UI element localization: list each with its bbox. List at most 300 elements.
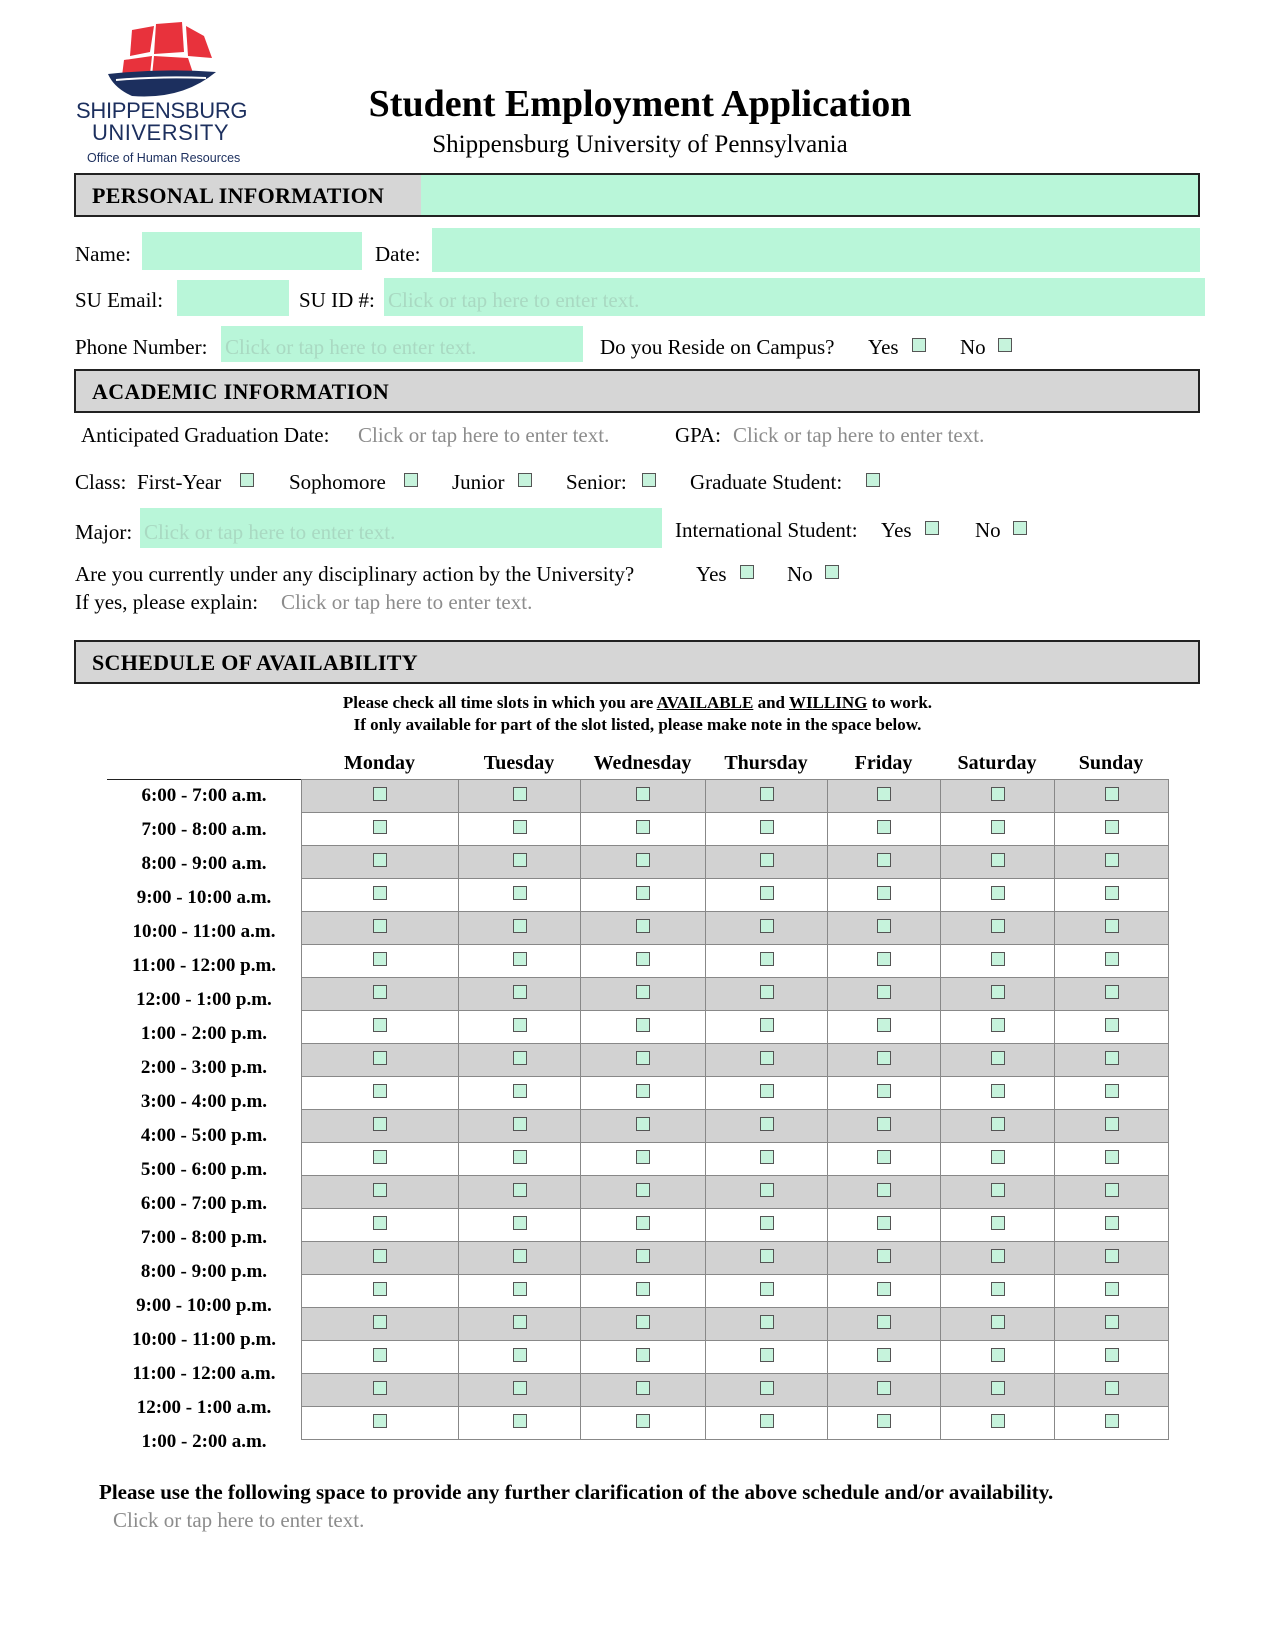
- availability-checkbox-sunday[interactable]: [1105, 1381, 1119, 1395]
- schedule-cell: [459, 1077, 581, 1110]
- availability-checkbox-friday[interactable]: [877, 1150, 891, 1164]
- availability-checkbox-tuesday[interactable]: [513, 1216, 527, 1230]
- academic-info-heading: ACADEMIC INFORMATION: [92, 379, 390, 404]
- schedule-cell: [828, 1275, 941, 1308]
- major-label: Major:: [75, 520, 133, 544]
- availability-checkbox-monday[interactable]: [373, 1051, 387, 1065]
- schedule-cell: [459, 1374, 581, 1407]
- explain-input[interactable]: Click or tap here to enter text.: [281, 590, 533, 614]
- availability-checkbox-friday[interactable]: [877, 1051, 891, 1065]
- availability-checkbox-monday[interactable]: [373, 919, 387, 933]
- schedule-cell: [581, 780, 706, 813]
- availability-checkbox-wednesday[interactable]: [636, 952, 650, 966]
- schedule-row: [302, 879, 1169, 912]
- schedule-cell: [302, 1209, 459, 1242]
- schedule-cell: [459, 1341, 581, 1374]
- availability-checkbox-thursday[interactable]: [760, 1282, 774, 1296]
- availability-checkbox-wednesday[interactable]: [636, 787, 650, 801]
- availability-checkbox-tuesday[interactable]: [513, 1117, 527, 1131]
- schedule-row: [302, 1407, 1169, 1440]
- schedule-cell: [459, 1209, 581, 1242]
- availability-checkbox-monday[interactable]: [373, 853, 387, 867]
- discipline-yes-label: Yes: [696, 562, 727, 586]
- schedule-cell: [1055, 1275, 1169, 1308]
- availability-checkbox-tuesday[interactable]: [513, 787, 527, 801]
- availability-checkbox-tuesday[interactable]: [513, 1150, 527, 1164]
- su-email-input[interactable]: [177, 280, 289, 316]
- personal-info-header: [74, 173, 1200, 217]
- availability-checkbox-sunday[interactable]: [1105, 1150, 1119, 1164]
- schedule-cell: [1055, 978, 1169, 1011]
- ship-emblem-icon: [102, 22, 222, 100]
- schedule-cell: [459, 879, 581, 912]
- personal-info-heading: PERSONAL INFORMATION: [92, 183, 385, 208]
- availability-checkbox-saturday[interactable]: [991, 1216, 1005, 1230]
- time-slot-label: 8:00 - 9:00 p.m.: [140, 1261, 268, 1282]
- availability-checkbox-friday[interactable]: [877, 1117, 891, 1131]
- schedule-cell: [706, 846, 828, 879]
- schedule-cell: [581, 1341, 706, 1374]
- availability-checkbox-wednesday[interactable]: [636, 919, 650, 933]
- schedule-cell: [828, 1077, 941, 1110]
- schedule-cell: [581, 1374, 706, 1407]
- availability-checkbox-wednesday[interactable]: [636, 1282, 650, 1296]
- grad-date-input[interactable]: Click or tap here to enter text.: [358, 423, 610, 447]
- reside-label: Do you Reside on Campus?: [600, 335, 835, 359]
- availability-checkbox-tuesday[interactable]: [513, 952, 527, 966]
- day-header-sunday: Sunday: [1078, 752, 1144, 774]
- availability-checkbox-monday[interactable]: [373, 1348, 387, 1362]
- availability-checkbox-friday[interactable]: [877, 1381, 891, 1395]
- schedule-cell: [828, 1341, 941, 1374]
- schedule-cell: [941, 1275, 1055, 1308]
- discipline-yes-checkbox[interactable]: [740, 565, 754, 579]
- availability-checkbox-thursday[interactable]: [760, 886, 774, 900]
- name-input[interactable]: [142, 232, 362, 270]
- schedule-cell: [459, 813, 581, 846]
- schedule-cell: [581, 1110, 706, 1143]
- availability-checkbox-saturday[interactable]: [991, 820, 1005, 834]
- availability-checkbox-thursday[interactable]: [760, 1315, 774, 1329]
- time-slot-label: 10:00 - 11:00 a.m.: [132, 921, 276, 942]
- schedule-cell: [706, 1407, 828, 1440]
- availability-checkbox-thursday[interactable]: [760, 1381, 774, 1395]
- day-header-tuesday: Tuesday: [483, 752, 555, 774]
- availability-checkbox-wednesday[interactable]: [636, 1315, 650, 1329]
- availability-checkbox-monday[interactable]: [373, 1084, 387, 1098]
- schedule-cell: [706, 945, 828, 978]
- availability-checkbox-friday[interactable]: [877, 1282, 891, 1296]
- schedule-row: [302, 813, 1169, 846]
- availability-checkbox-friday[interactable]: [877, 1348, 891, 1362]
- availability-checkbox-friday[interactable]: [877, 886, 891, 900]
- availability-checkbox-tuesday[interactable]: [513, 886, 527, 900]
- availability-checkbox-sunday[interactable]: [1105, 820, 1119, 834]
- availability-checkbox-saturday[interactable]: [991, 886, 1005, 900]
- availability-checkbox-friday[interactable]: [877, 952, 891, 966]
- availability-checkbox-wednesday[interactable]: [636, 853, 650, 867]
- schedule-cell: [302, 846, 459, 879]
- availability-checkbox-tuesday[interactable]: [513, 1315, 527, 1329]
- availability-checkbox-wednesday[interactable]: [636, 886, 650, 900]
- schedule-cell: [941, 1044, 1055, 1077]
- schedule-cell: [1055, 1011, 1169, 1044]
- reside-yes-label: Yes: [868, 335, 899, 359]
- availability-checkbox-thursday[interactable]: [760, 1348, 774, 1362]
- schedule-cell: [1055, 813, 1169, 846]
- availability-checkbox-tuesday[interactable]: [513, 1381, 527, 1395]
- availability-checkbox-monday[interactable]: [373, 820, 387, 834]
- availability-checkbox-monday[interactable]: [373, 952, 387, 966]
- schedule-cell: [459, 1176, 581, 1209]
- schedule-row: [302, 1308, 1169, 1341]
- availability-checkbox-wednesday[interactable]: [636, 1216, 650, 1230]
- availability-checkbox-thursday[interactable]: [760, 1249, 774, 1263]
- availability-checkbox-tuesday[interactable]: [513, 1249, 527, 1263]
- date-input[interactable]: [432, 228, 1200, 272]
- availability-checkbox-sunday[interactable]: [1105, 919, 1119, 933]
- time-slot-label: 1:00 - 2:00 p.m.: [140, 1023, 268, 1044]
- schedule-cell: [1055, 1209, 1169, 1242]
- schedule-cell: [581, 813, 706, 846]
- availability-checkbox-thursday[interactable]: [760, 985, 774, 999]
- availability-checkbox-monday[interactable]: [373, 1117, 387, 1131]
- reside-no-label: No: [960, 335, 986, 359]
- time-slot-label: 12:00 - 1:00 a.m.: [136, 1397, 272, 1418]
- schedule-row: [302, 945, 1169, 978]
- availability-checkbox-wednesday[interactable]: [636, 1150, 650, 1164]
- su-id-input[interactable]: [384, 278, 1205, 316]
- availability-checkbox-thursday[interactable]: [760, 1414, 774, 1428]
- availability-checkbox-thursday[interactable]: [760, 1150, 774, 1164]
- reside-no-checkbox[interactable]: [998, 338, 1012, 352]
- schedule-row: [302, 1077, 1169, 1110]
- availability-checkbox-sunday[interactable]: [1105, 1084, 1119, 1098]
- schedule-cell: [302, 1077, 459, 1110]
- schedule-cell: [828, 1407, 941, 1440]
- availability-checkbox-monday[interactable]: [373, 1183, 387, 1197]
- schedule-cell: [302, 1341, 459, 1374]
- major-placeholder: Click or tap here to enter text.: [144, 520, 396, 544]
- availability-checkbox-wednesday[interactable]: [636, 1348, 650, 1362]
- phone-label: Phone Number:: [75, 335, 208, 359]
- availability-checkbox-saturday[interactable]: [991, 1117, 1005, 1131]
- availability-checkbox-sunday[interactable]: [1105, 787, 1119, 801]
- availability-checkbox-friday[interactable]: [877, 853, 891, 867]
- willing-word: WILLING: [788, 693, 868, 712]
- discipline-label: Are you currently under any disciplinary action by the University?: [75, 562, 635, 586]
- availability-checkbox-saturday[interactable]: [991, 1249, 1005, 1263]
- major-input[interactable]: [140, 508, 662, 548]
- schedule-cell: [941, 1308, 1055, 1341]
- availability-checkbox-sunday[interactable]: [1105, 1183, 1119, 1197]
- schedule-cell: [1055, 1341, 1169, 1374]
- availability-checkbox-saturday[interactable]: [991, 1414, 1005, 1428]
- availability-checkbox-sunday[interactable]: [1105, 1216, 1119, 1230]
- schedule-cell: [302, 945, 459, 978]
- availability-checkbox-saturday[interactable]: [991, 787, 1005, 801]
- availability-checkbox-friday[interactable]: [877, 1084, 891, 1098]
- schedule-cell: [941, 1242, 1055, 1275]
- logo-name-line1: SHIPPENSBURG: [76, 98, 248, 123]
- availability-checkbox-thursday[interactable]: [760, 1183, 774, 1197]
- availability-checkbox-saturday[interactable]: [991, 1381, 1005, 1395]
- clarification-input[interactable]: Click or tap here to enter text.: [113, 1508, 365, 1532]
- availability-checkbox-tuesday[interactable]: [513, 1084, 527, 1098]
- availability-checkbox-wednesday[interactable]: [636, 1249, 650, 1263]
- availability-checkbox-saturday[interactable]: [991, 1051, 1005, 1065]
- availability-checkbox-wednesday[interactable]: [636, 1183, 650, 1197]
- schedule-cell: [941, 1110, 1055, 1143]
- schedule-cell: [1055, 1044, 1169, 1077]
- availability-checkbox-friday[interactable]: [877, 1315, 891, 1329]
- availability-checkbox-sunday[interactable]: [1105, 886, 1119, 900]
- availability-checkbox-thursday[interactable]: [760, 952, 774, 966]
- schedule-cell: [828, 1209, 941, 1242]
- schedule-cell: [941, 912, 1055, 945]
- availability-checkbox-friday[interactable]: [877, 1183, 891, 1197]
- schedule-cell: [1055, 1374, 1169, 1407]
- schedule-row: [302, 846, 1169, 879]
- availability-checkbox-saturday[interactable]: [991, 919, 1005, 933]
- availability-checkbox-tuesday[interactable]: [513, 853, 527, 867]
- class-sophomore-label: Sophomore: [289, 470, 386, 494]
- availability-checkbox-thursday[interactable]: [760, 820, 774, 834]
- phone-placeholder: Click or tap here to enter text.: [225, 335, 477, 359]
- reside-yes-checkbox[interactable]: [912, 338, 926, 352]
- time-slot-label: 9:00 - 10:00 a.m.: [136, 887, 272, 908]
- schedule-cell: [459, 1242, 581, 1275]
- availability-checkbox-friday[interactable]: [877, 1216, 891, 1230]
- availability-checkbox-monday[interactable]: [373, 1018, 387, 1032]
- schedule-row: [302, 1143, 1169, 1176]
- availability-checkbox-monday[interactable]: [373, 1381, 387, 1395]
- availability-checkbox-tuesday[interactable]: [513, 1414, 527, 1428]
- schedule-cell: [828, 1374, 941, 1407]
- availability-checkbox-friday[interactable]: [877, 1414, 891, 1428]
- availability-checkbox-sunday[interactable]: [1105, 1282, 1119, 1296]
- schedule-cell: [1055, 1143, 1169, 1176]
- availability-checkbox-saturday[interactable]: [991, 1084, 1005, 1098]
- schedule-cell: [1055, 1308, 1169, 1341]
- availability-checkbox-monday[interactable]: [373, 1414, 387, 1428]
- availability-checkbox-thursday[interactable]: [760, 787, 774, 801]
- explain-label: If yes, please explain:: [75, 590, 259, 614]
- availability-checkbox-thursday[interactable]: [760, 1018, 774, 1032]
- availability-checkbox-saturday[interactable]: [991, 1018, 1005, 1032]
- availability-checkbox-tuesday[interactable]: [513, 1183, 527, 1197]
- class-sophomore-checkbox[interactable]: [404, 473, 418, 487]
- availability-checkbox-thursday[interactable]: [760, 1084, 774, 1098]
- availability-checkbox-tuesday[interactable]: [513, 1282, 527, 1296]
- schedule-cell: [828, 1176, 941, 1209]
- availability-checkbox-thursday[interactable]: [760, 1216, 774, 1230]
- time-slot-label: 6:00 - 7:00 p.m.: [140, 1193, 268, 1214]
- day-header-wednesday: Wednesday: [593, 752, 692, 774]
- discipline-no-label: No: [787, 562, 813, 586]
- availability-checkbox-thursday[interactable]: [760, 1117, 774, 1131]
- availability-checkbox-friday[interactable]: [877, 985, 891, 999]
- academic-info-header: [74, 369, 1200, 413]
- schedule-cell: [459, 945, 581, 978]
- discipline-no-checkbox[interactable]: [825, 565, 839, 579]
- availability-checkbox-monday[interactable]: [373, 1216, 387, 1230]
- class-junior-checkbox[interactable]: [518, 473, 532, 487]
- availability-checkbox-friday[interactable]: [877, 919, 891, 933]
- schedule-instructions-line2: If only available for part of the slot listed, please make note in the space below.: [353, 715, 922, 734]
- schedule-cell: [1055, 780, 1169, 813]
- availability-checkbox-friday[interactable]: [877, 787, 891, 801]
- availability-checkbox-wednesday[interactable]: [636, 1051, 650, 1065]
- availability-checkbox-sunday[interactable]: [1105, 1348, 1119, 1362]
- date-label: Date:: [375, 242, 421, 266]
- personal-info-header-field[interactable]: [421, 175, 1198, 215]
- schedule-cell: [459, 1143, 581, 1176]
- schedule-cell: [1055, 1110, 1169, 1143]
- page-title: Student Employment Application: [368, 83, 912, 125]
- gpa-input[interactable]: Click or tap here to enter text.: [733, 423, 985, 447]
- schedule-instructions-line1: Please check all time slots in which you are AVAILABLE and WILLING to work.: [342, 693, 933, 712]
- intl-no-checkbox[interactable]: [1013, 521, 1027, 535]
- availability-checkbox-monday[interactable]: [373, 1150, 387, 1164]
- availability-checkbox-saturday[interactable]: [991, 1348, 1005, 1362]
- availability-checkbox-saturday[interactable]: [991, 853, 1005, 867]
- availability-checkbox-monday[interactable]: [373, 886, 387, 900]
- availability-checkbox-saturday[interactable]: [991, 1282, 1005, 1296]
- schedule-cell: [459, 846, 581, 879]
- availability-checkbox-tuesday[interactable]: [513, 985, 527, 999]
- schedule-cell: [459, 1044, 581, 1077]
- availability-checkbox-thursday[interactable]: [760, 1051, 774, 1065]
- availability-checkbox-sunday[interactable]: [1105, 853, 1119, 867]
- schedule-cell: [581, 1011, 706, 1044]
- day-header-thursday: Thursday: [724, 752, 808, 774]
- class-senior-checkbox[interactable]: [642, 473, 656, 487]
- availability-checkbox-wednesday[interactable]: [636, 820, 650, 834]
- schedule-cell: [941, 1209, 1055, 1242]
- schedule-cell: [828, 978, 941, 1011]
- availability-checkbox-sunday[interactable]: [1105, 1117, 1119, 1131]
- schedule-cell: [828, 780, 941, 813]
- schedule-cell: [459, 1110, 581, 1143]
- availability-checkbox-saturday[interactable]: [991, 985, 1005, 999]
- schedule-cell: [1055, 1077, 1169, 1110]
- schedule-row: [302, 912, 1169, 945]
- schedule-cell: [1055, 945, 1169, 978]
- schedule-cell: [828, 846, 941, 879]
- availability-checkbox-tuesday[interactable]: [513, 1051, 527, 1065]
- schedule-cell: [581, 1044, 706, 1077]
- availability-checkbox-sunday[interactable]: [1105, 952, 1119, 966]
- day-header-friday: Friday: [854, 752, 913, 774]
- class-graduate-checkbox[interactable]: [866, 473, 880, 487]
- schedule-cell: [581, 1176, 706, 1209]
- availability-checkbox-monday[interactable]: [373, 1249, 387, 1263]
- availability-checkbox-sunday[interactable]: [1105, 1051, 1119, 1065]
- availability-checkbox-monday[interactable]: [373, 1282, 387, 1296]
- availability-checkbox-saturday[interactable]: [991, 1150, 1005, 1164]
- availability-checkbox-friday[interactable]: [877, 1249, 891, 1263]
- class-first-year-label: First-Year: [137, 470, 222, 494]
- availability-checkbox-wednesday[interactable]: [636, 985, 650, 999]
- schedule-cell: [706, 1209, 828, 1242]
- schedule-heading: SCHEDULE OF AVAILABILITY: [92, 650, 418, 675]
- schedule-cell: [828, 945, 941, 978]
- schedule-cell: [941, 1407, 1055, 1440]
- availability-checkbox-saturday[interactable]: [991, 1183, 1005, 1197]
- availability-checkbox-wednesday[interactable]: [636, 1018, 650, 1032]
- time-slot-label: 6:00 - 7:00 a.m.: [141, 785, 267, 806]
- time-slot-label: 11:00 - 12:00 p.m.: [131, 955, 277, 976]
- schedule-row: [302, 1341, 1169, 1374]
- schedule-cell: [581, 978, 706, 1011]
- availability-checkbox-tuesday[interactable]: [513, 919, 527, 933]
- availability-checkbox-monday[interactable]: [373, 985, 387, 999]
- available-word: AVAILABLE: [656, 693, 754, 712]
- schedule-cell: [302, 978, 459, 1011]
- availability-checkbox-monday[interactable]: [373, 1315, 387, 1329]
- availability-checkbox-thursday[interactable]: [760, 853, 774, 867]
- availability-checkbox-saturday[interactable]: [991, 1315, 1005, 1329]
- schedule-cell: [941, 978, 1055, 1011]
- availability-checkbox-monday[interactable]: [373, 787, 387, 801]
- availability-checkbox-wednesday[interactable]: [636, 1381, 650, 1395]
- time-slot-label: 12:00 - 1:00 p.m.: [136, 989, 272, 1010]
- schedule-cell: [581, 912, 706, 945]
- class-first-year-checkbox[interactable]: [240, 473, 254, 487]
- availability-checkbox-wednesday[interactable]: [636, 1414, 650, 1428]
- schedule-cell: [941, 1341, 1055, 1374]
- availability-checkbox-sunday[interactable]: [1105, 1315, 1119, 1329]
- availability-checkbox-sunday[interactable]: [1105, 1249, 1119, 1263]
- availability-checkbox-sunday[interactable]: [1105, 1414, 1119, 1428]
- class-graduate-label: Graduate Student:: [690, 470, 843, 494]
- availability-checkbox-wednesday[interactable]: [636, 1084, 650, 1098]
- grad-date-label: Anticipated Graduation Date:: [81, 423, 330, 447]
- schedule-cell: [302, 1374, 459, 1407]
- availability-checkbox-thursday[interactable]: [760, 919, 774, 933]
- availability-checkbox-friday[interactable]: [877, 1018, 891, 1032]
- page-subtitle: Shippensburg University of Pennsylvania: [432, 131, 848, 158]
- schedule-cell: [706, 1242, 828, 1275]
- availability-checkbox-friday[interactable]: [877, 820, 891, 834]
- schedule-cell: [941, 813, 1055, 846]
- day-header-saturday: Saturday: [957, 752, 1037, 774]
- availability-checkbox-saturday[interactable]: [991, 952, 1005, 966]
- schedule-cell: [302, 912, 459, 945]
- schedule-cell: [459, 1308, 581, 1341]
- availability-checkbox-wednesday[interactable]: [636, 1117, 650, 1131]
- su-id-label: SU ID #:: [299, 288, 375, 312]
- time-slot-label: 2:00 - 3:00 p.m.: [140, 1057, 268, 1078]
- availability-checkbox-sunday[interactable]: [1105, 1018, 1119, 1032]
- schedule-cell: [706, 1044, 828, 1077]
- schedule-cell: [706, 1374, 828, 1407]
- availability-checkbox-sunday[interactable]: [1105, 985, 1119, 999]
- schedule-cell: [302, 1011, 459, 1044]
- schedule-cell: [941, 1011, 1055, 1044]
- availability-checkbox-tuesday[interactable]: [513, 1018, 527, 1032]
- phone-input[interactable]: [221, 326, 583, 362]
- intl-yes-checkbox[interactable]: [925, 521, 939, 535]
- schedule-cell: [706, 1275, 828, 1308]
- availability-checkbox-tuesday[interactable]: [513, 820, 527, 834]
- schedule-cell: [459, 1011, 581, 1044]
- time-slot-label: 1:00 - 2:00 a.m.: [141, 1431, 267, 1452]
- schedule-cell: [459, 1407, 581, 1440]
- class-label: Class:: [75, 470, 127, 494]
- availability-checkbox-tuesday[interactable]: [513, 1348, 527, 1362]
